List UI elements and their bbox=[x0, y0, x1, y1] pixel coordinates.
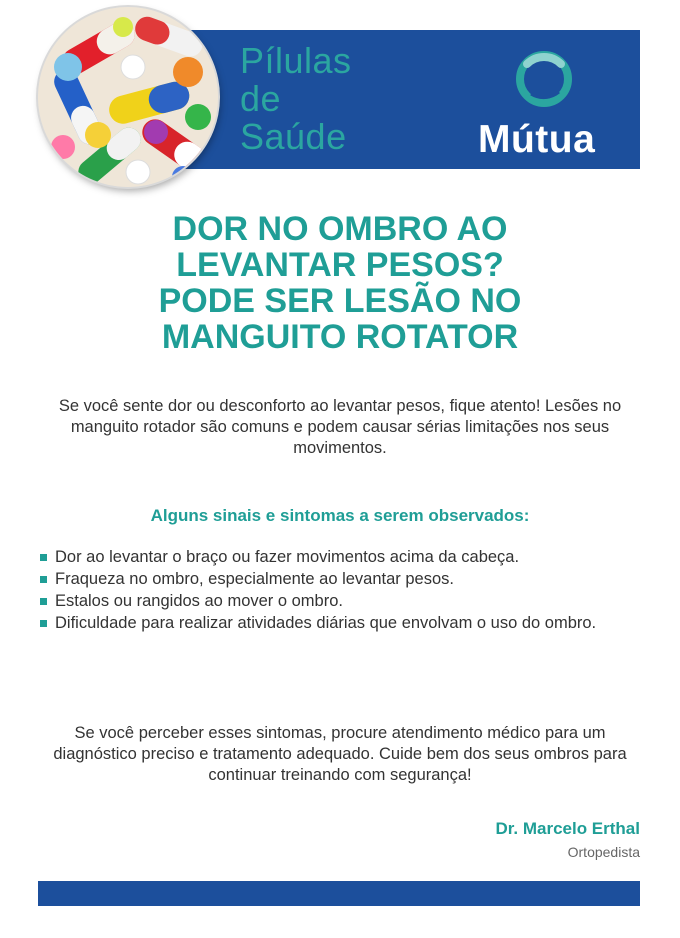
pills-illustration bbox=[38, 7, 218, 187]
symptom-list bbox=[40, 546, 640, 634]
mutua-logo-icon bbox=[513, 48, 575, 110]
series-title-line: Pílulas bbox=[240, 40, 352, 81]
bullet-square-icon bbox=[40, 598, 47, 605]
bullet-square-icon bbox=[40, 576, 47, 583]
series-title-line: Saúde bbox=[240, 116, 347, 157]
series-title-line: de bbox=[240, 78, 282, 119]
symptom-text: Fraqueza no ombro, especialmente ao levantar pesos. bbox=[55, 570, 454, 588]
signs-heading: Alguns sinais e sintomas a serem observados: bbox=[150, 506, 530, 525]
symptom-text: Dificuldade para realizar atividades diárias que envolvam o uso do ombro. bbox=[55, 614, 597, 632]
symptom-text: Estalos ou rangidos ao mover o ombro. bbox=[55, 592, 343, 610]
intro-paragraph: Se você sente dor ou desconforto ao levantar pesos, fique atento! Lesões no manguito rotador são comuns e podem causar sérias limitações nos seus movimentos. bbox=[58, 397, 622, 457]
symptom-text: Dor ao levantar o braço ou fazer movimentos acima da cabeça. bbox=[55, 548, 520, 566]
logo-text: Mútua bbox=[478, 118, 596, 161]
article-headline bbox=[60, 211, 620, 355]
headline-line: LEVANTAR PESOS? bbox=[176, 246, 504, 284]
symptom-item bbox=[40, 568, 640, 590]
symptom-item bbox=[40, 546, 640, 568]
headline-line: MANGUITO ROTATOR bbox=[161, 318, 519, 356]
symptom-item bbox=[40, 612, 640, 634]
author-name: Dr. Marcelo Erthal bbox=[495, 819, 640, 838]
footer-bar bbox=[38, 881, 640, 906]
bullet-square-icon bbox=[40, 554, 47, 561]
closing-paragraph: Se você perceber esses sintomas, procure atendimento médico para um diagnóstico preciso e tratamento adequado. Cuide bem dos seus ombros para continuar treinando com segurança! bbox=[53, 724, 627, 784]
pills-image bbox=[38, 7, 218, 187]
headline-line: PODE SER LESÃO NO bbox=[158, 282, 522, 320]
bullet-square-icon bbox=[40, 620, 47, 627]
series-title bbox=[240, 42, 420, 156]
author-role: Ortopedista bbox=[567, 844, 640, 860]
symptom-item bbox=[40, 590, 640, 612]
headline-line: DOR NO OMBRO AO bbox=[172, 210, 508, 248]
